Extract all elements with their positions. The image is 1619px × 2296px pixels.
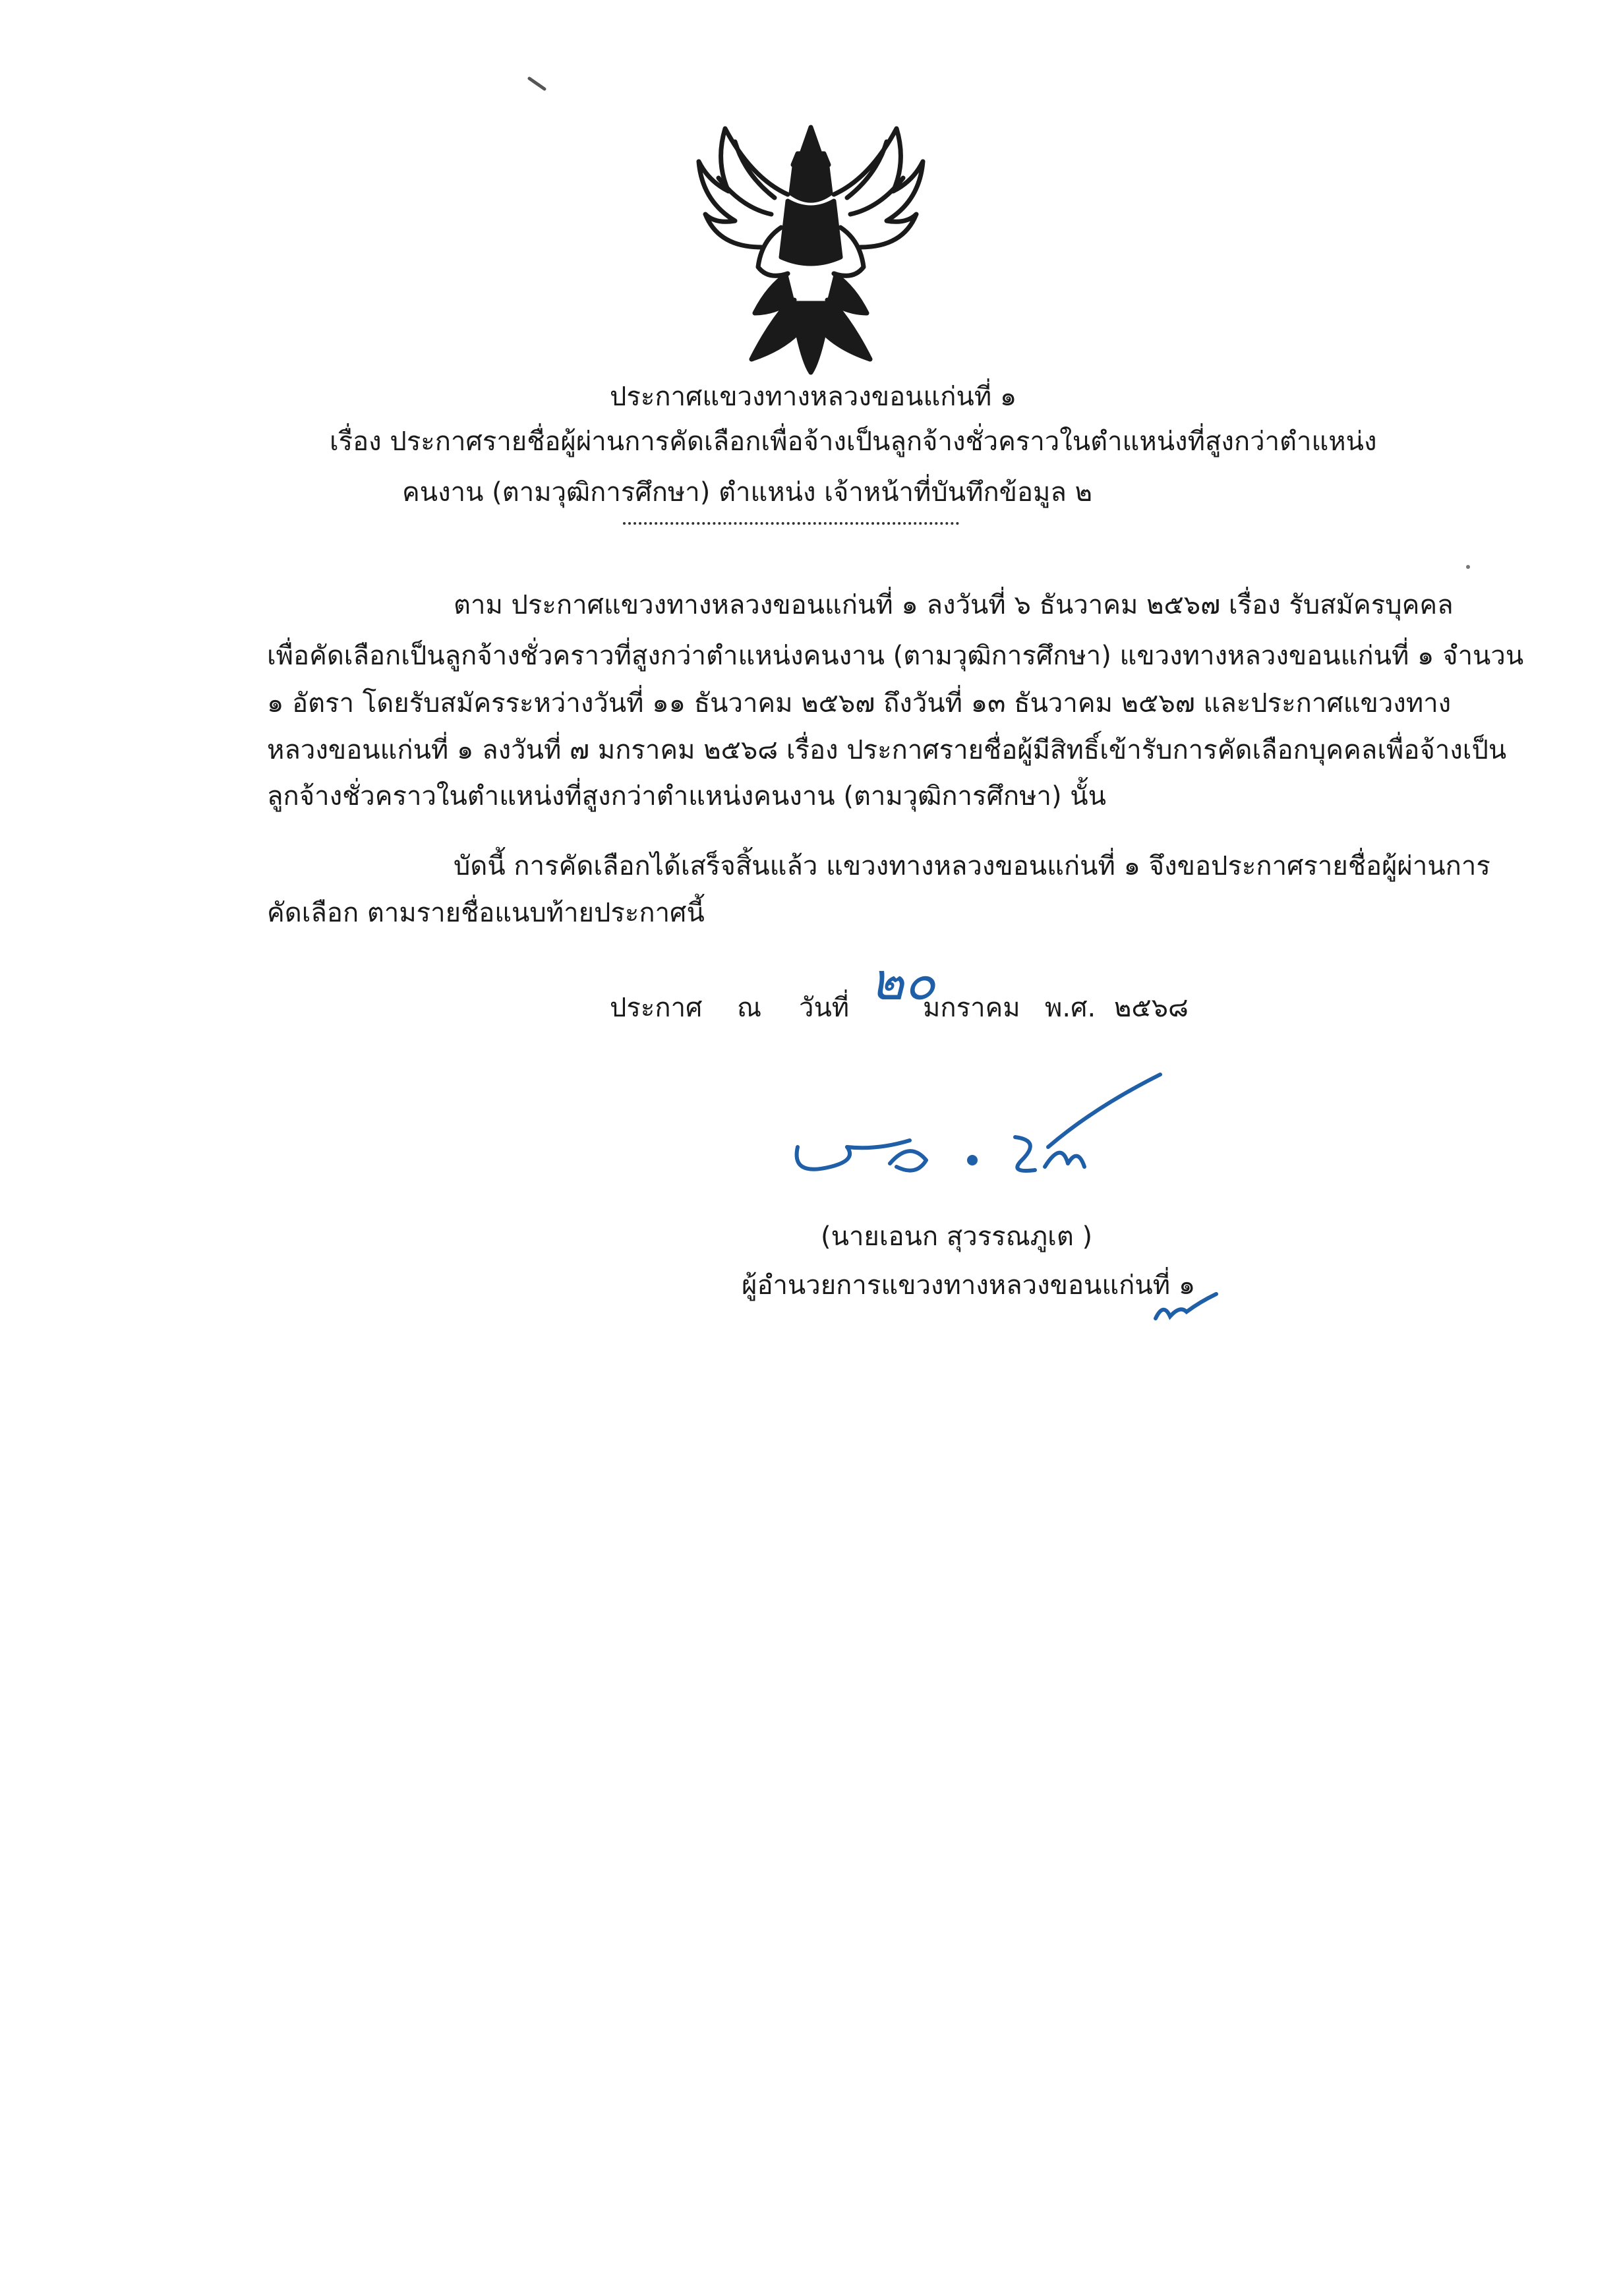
signatory-position: ผู้อำนวยการแขวงทางหลวงขอนแก่นที่ ๑ bbox=[742, 1270, 1196, 1301]
paragraph-1-line-4: หลวงขอนแก่นที่ ๑ ลงวันที่ ๗ มกราคม ๒๕๖๘ เรื่อง ประกาศรายชื่อผู้มีสิทธิ์เข้ารับการคัดเลือกบุคคลเพื่อจ้างเป็น bbox=[267, 735, 1507, 765]
paragraph-1-line-2: เพื่อคัดเลือกเป็นลูกจ้างชั่วคราวที่สูงกว่าตำแหน่งคนงาน (ตามวุฒิการศึกษา) แขวงทางหลวงขอนแก่นที่ ๑ จำนวน bbox=[267, 641, 1524, 671]
paragraph-1-line-1: ตาม ประกาศแขวงทางหลวงขอนแก่นที่ ๑ ลงวันที่ ๖ ธันวาคม ๒๕๖๗ เรื่อง รับสมัครบุคคล bbox=[454, 590, 1454, 620]
date-announce-label: ประกาศ bbox=[610, 993, 703, 1023]
date-at-label: ณ bbox=[737, 993, 762, 1023]
date-day-label: วันที่ bbox=[799, 993, 850, 1023]
date-era-label: พ.ศ. bbox=[1045, 993, 1096, 1023]
subject-line-2: คนงาน (ตามวุฒิการศึกษา) ตำแหน่ง เจ้าหน้าที่บันทึกข้อมูล ๒ bbox=[402, 477, 1093, 508]
date-day-handwritten: ๒๐ bbox=[870, 953, 936, 1012]
paragraph-1-line-3: ๑ อัตรา โดยรับสมัครระหว่างวันที่ ๑๑ ธันวาคม ๒๕๖๗ ถึงวันที่ ๑๓ ธันวาคม ๒๕๖๗ และประกาศแขวงทาง bbox=[267, 688, 1452, 719]
garuda-emblem-icon bbox=[689, 115, 933, 376]
date-year: ๒๕๖๘ bbox=[1114, 993, 1189, 1023]
handwritten-signature bbox=[784, 1068, 1167, 1187]
stray-dot bbox=[1465, 564, 1471, 570]
paragraph-2-line-1: บัดนี้ การคัดเลือกได้เสร็จสิ้นแล้ว แขวงทางหลวงขอนแก่นที่ ๑ จึงขอประกาศรายชื่อผู้ผ่านการ bbox=[454, 851, 1490, 881]
paragraph-1-line-5: ลูกจ้างชั่วคราวในตำแหน่งที่สูงกว่าตำแหน่งคนงาน (ตามวุฒิการศึกษา) นั้น bbox=[267, 781, 1106, 811]
paragraph-2-line-2: คัดเลือก ตามรายชื่อแนบท้ายประกาศนี้ bbox=[267, 898, 705, 928]
heading-divider bbox=[623, 522, 959, 527]
date-month: มกราคม bbox=[923, 993, 1020, 1023]
signatory-name: (นายเอนก สุวรรณภูเต ) bbox=[821, 1222, 1093, 1252]
subject-line-1: เรื่อง ประกาศรายชื่อผู้ผ่านการคัดเลือกเพื่อจ้างเป็นลูกจ้างชั่วคราวในตำแหน่งที่สูงกว่าตำแหน่ง bbox=[330, 427, 1377, 457]
document-title: ประกาศแขวงทางหลวงขอนแก่นที่ ๑ bbox=[610, 382, 1017, 412]
stray-mark bbox=[527, 76, 547, 92]
handwritten-initial bbox=[1150, 1289, 1223, 1328]
